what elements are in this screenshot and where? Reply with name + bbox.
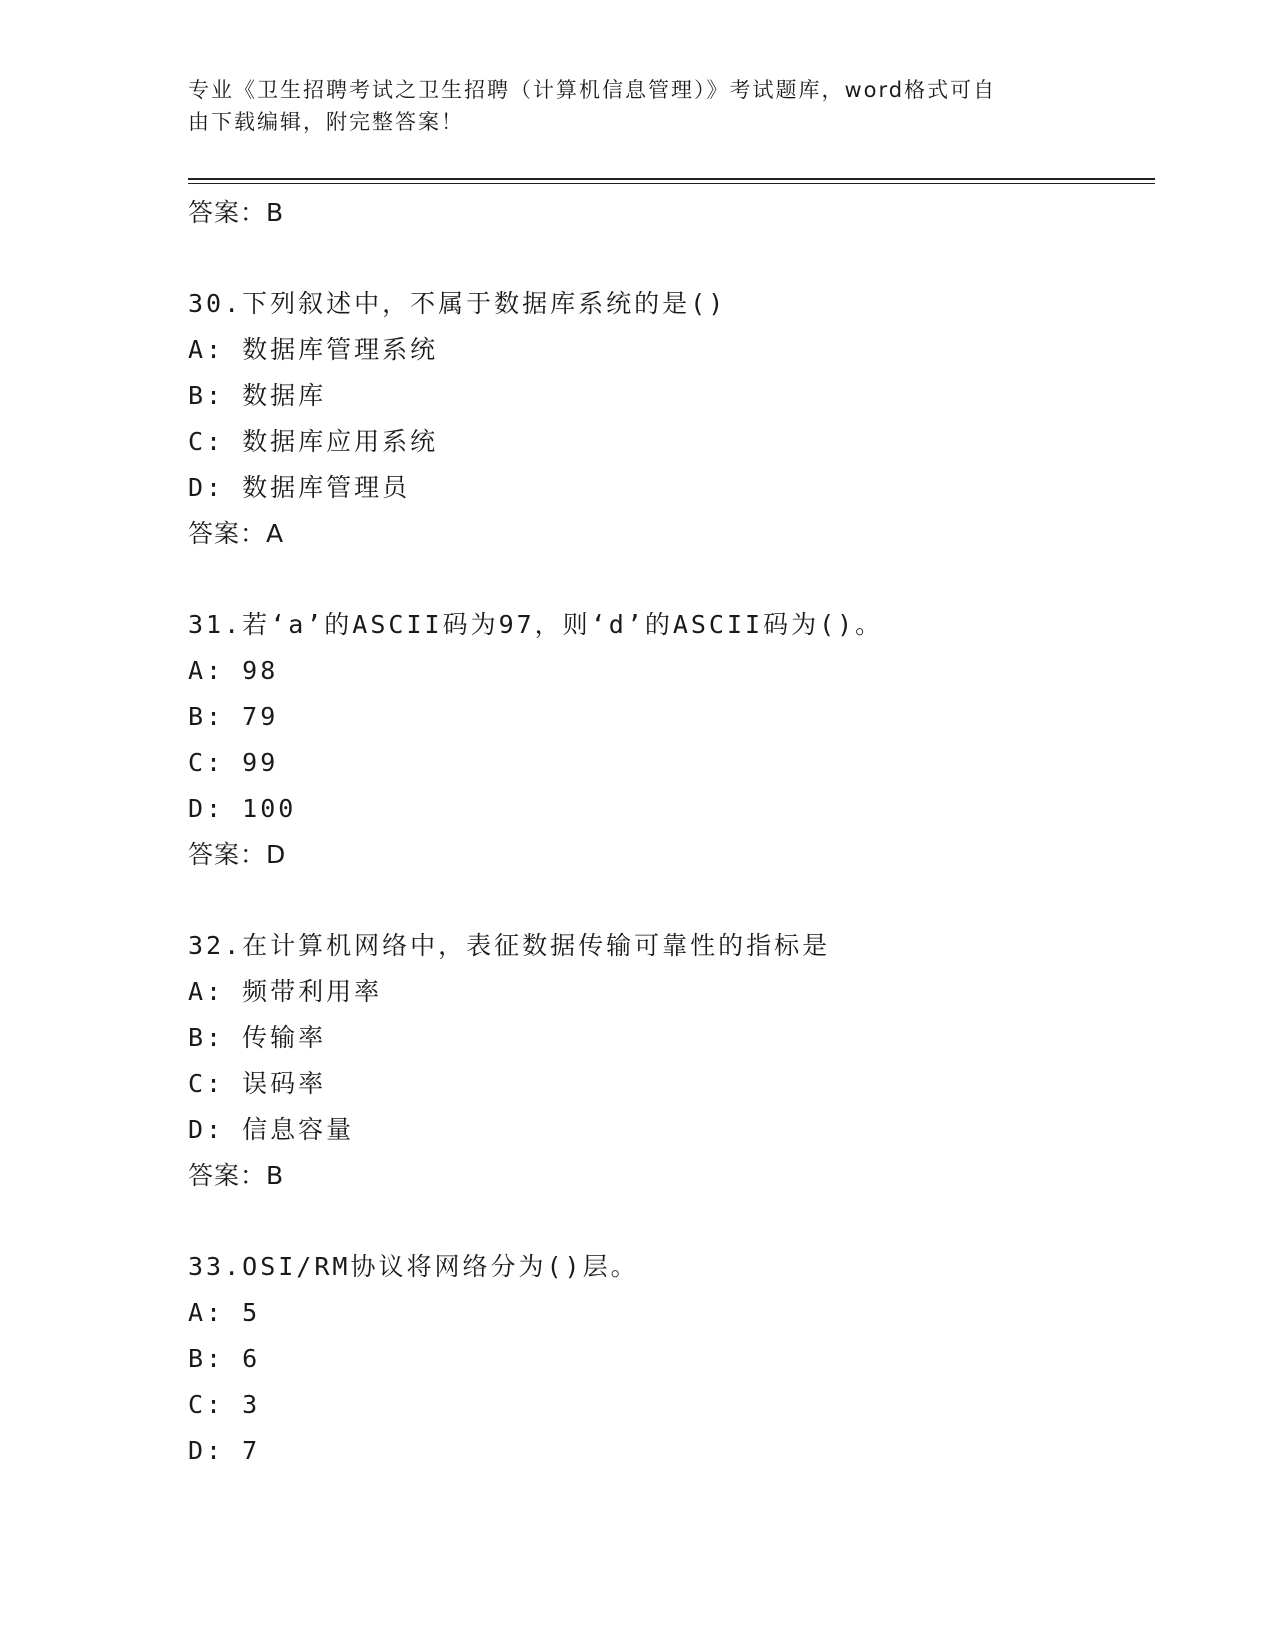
option-a: A: 频带利用率 [188, 977, 383, 1006]
answer: 答案：B [188, 1161, 285, 1190]
question-31 [188, 602, 1155, 878]
question-30 [188, 281, 1155, 557]
answer: 答案：A [188, 519, 285, 548]
question-32 [188, 923, 1155, 1199]
header-divider-thick [188, 178, 1155, 180]
document-header [188, 74, 1068, 138]
option-d: D: 信息容量 [188, 1115, 355, 1144]
question-list [188, 190, 1155, 1474]
option-b: B: 79 [188, 702, 279, 731]
option-d: D: 数据库管理员 [188, 473, 411, 502]
header-line-2: 由下载编辑，附完整答案！ [188, 110, 464, 134]
option-a: A: 数据库管理系统 [188, 335, 439, 364]
question-title: 33.OSI/RM协议将网络分为()层。 [188, 1252, 639, 1281]
header-divider-thin [188, 183, 1155, 184]
answer: 答案：D [188, 840, 287, 869]
option-a: A: 5 [188, 1298, 261, 1327]
question-33 [188, 1244, 1155, 1474]
option-d: D: 100 [188, 794, 297, 823]
option-c: C: 3 [188, 1390, 261, 1419]
question-title: 30.下列叙述中，不属于数据库系统的是() [188, 289, 727, 318]
option-c: C: 误码率 [188, 1069, 327, 1098]
option-b: B: 数据库 [188, 381, 327, 410]
previous-answer: 答案：B [188, 198, 285, 227]
option-b: B: 6 [188, 1344, 261, 1373]
header-line-1: 专业《卫生招聘考试之卫生招聘（计算机信息管理）》考试题库，word格式可自 [188, 78, 997, 102]
question-title: 31.若‘a’的ASCII码为97，则‘d’的ASCII码为()。 [188, 610, 884, 639]
option-d: D: 7 [188, 1436, 261, 1465]
option-c: C: 99 [188, 748, 279, 777]
option-a: A: 98 [188, 656, 279, 685]
option-c: C: 数据库应用系统 [188, 427, 439, 456]
option-b: B: 传输率 [188, 1023, 327, 1052]
question-title: 32.在计算机网络中，表征数据传输可靠性的指标是 [188, 931, 831, 960]
